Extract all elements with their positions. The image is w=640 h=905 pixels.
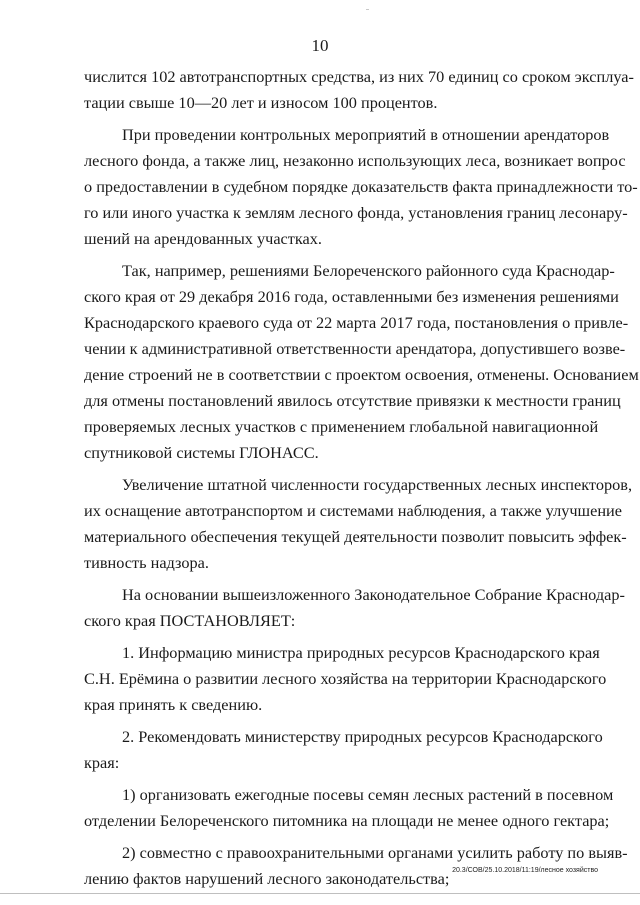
paragraph [84, 582, 625, 634]
text-line: дение строений не в соответствии с проектом освоения, отменены. Основанием [84, 365, 639, 384]
text-line: лению фактов нарушений лесного законодательства; [84, 869, 450, 888]
scan-mark [366, 9, 369, 10]
text-line: отделении Белореченского питомника на площади не менее одного гектара; [84, 811, 610, 830]
text-line: го или иного участка к землям лесного фонда, установления границ лесонару- [84, 203, 628, 222]
text-line: спутниковой системы ГЛОНАСС. [84, 443, 319, 462]
paragraph [84, 472, 633, 576]
paragraph [84, 64, 634, 116]
text-line: лесного фонда, а также лиц, незаконно использующих леса, возникает вопрос [84, 151, 626, 170]
numbered-item-1 [84, 640, 607, 718]
sub-item-1 [84, 782, 614, 834]
text-line: ского края от 29 декабря 2016 года, оставленными без изменения решениями [84, 287, 619, 306]
text-line: 2) совместно с правоохранительными органами усилить работу по выяв- [122, 843, 628, 862]
text-line: о предоставлении в судебном порядке доказательств факта принадлежности то- [84, 177, 638, 196]
paragraph [84, 122, 638, 252]
text-line: Краснодарского краевого суда от 22 марта 2017 года, постановления о привле- [84, 313, 629, 332]
page-edge-rule [0, 893, 640, 894]
text-line: их оснащение автотранспортом и системами наблюдения, а также улучшение [84, 501, 622, 520]
text-line: С.Н. Ерёмина о развитии лесного хозяйства на территории Краснодарского [84, 669, 607, 688]
numbered-item-2 [84, 724, 603, 776]
text-line: Так, например, решениями Белореченского районного суда Краснодар- [122, 261, 615, 280]
text-line: края принять к сведению. [84, 695, 263, 714]
text-line: материального обеспечения текущей деятельности позволит повысить эффек- [84, 527, 627, 546]
text-line: для отмены постановлений явилось отсутствие привязки к местности границ [84, 391, 621, 410]
text-line: края: [84, 753, 120, 772]
text-line: шений на арендованных участках. [84, 229, 322, 248]
text-line: При проведении контрольных мероприятий в отношении арендаторов [122, 125, 610, 144]
text-line: ского края ПОСТАНОВЛЯЕТ: [84, 611, 296, 630]
document-body [84, 64, 639, 898]
text-line: 2. Рекомендовать министерству природных ресурсов Краснодарского [122, 727, 603, 746]
text-line: 1. Информацию министра природных ресурсов Краснодарского края [122, 643, 600, 662]
sub-item-2 [84, 840, 628, 892]
page-number: 10 [311, 36, 329, 55]
document-code: 20.3/СОВ/25.10.2018/11:19/лесное хозяйство [452, 867, 598, 874]
text-line: На основании вышеизложенного Законодательное Собрание Краснодар- [122, 585, 625, 604]
text-line: чении к административной ответственности арендатора, допустившего возве- [84, 339, 626, 358]
text-line: Увеличение штатной численности государственных лесных инспекторов, [122, 475, 633, 494]
paragraph [84, 258, 639, 466]
text-line: числится 102 автотранспортных средства, из них 70 единиц со сроком эксплуа- [84, 67, 634, 86]
text-line: тивность надзора. [84, 553, 209, 572]
text-line: тации свыше 10—20 лет и износом 100 процентов. [84, 93, 438, 112]
text-line: проверяемых лесных участков с применением глобальной навигационной [84, 417, 599, 436]
text-line: 1) организовать ежегодные посевы семян лесных растений в посевном [122, 785, 614, 804]
